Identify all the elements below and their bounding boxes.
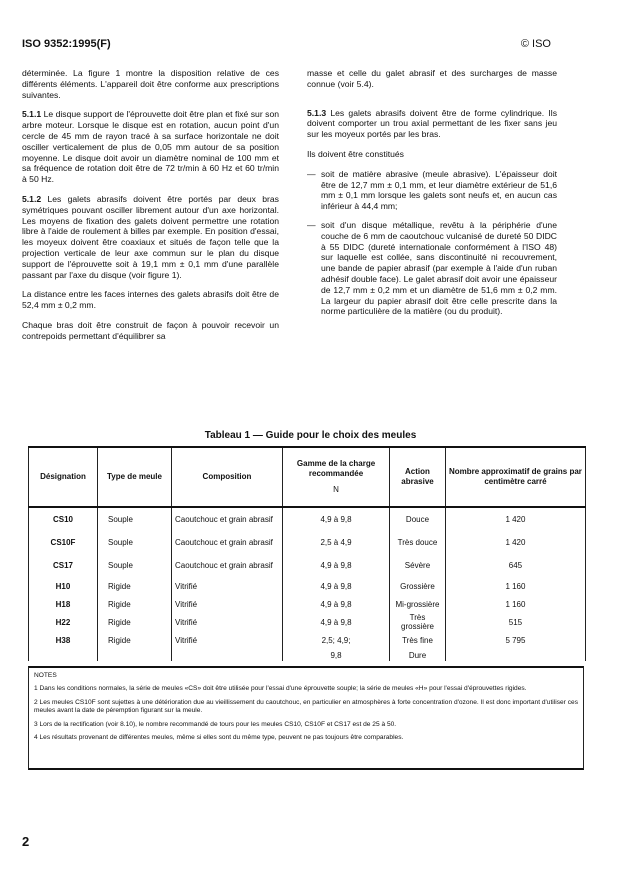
- continuation-paragraph: masse et celle du galet abrasif et des surcharges de masse connue (voir 5.4).: [307, 68, 557, 89]
- header-type: Type de meule: [98, 447, 172, 507]
- cell-load-range: 4,9 à 9,8: [283, 613, 390, 631]
- cell-type: Rigide: [98, 613, 172, 631]
- dash-item-text: soit de matière abrasive (meule abrasive). L'épaisseur doit être de 12,7 mm ± 0,1 mm, et leur diamètre extérieur de 51,6 mm ± 0,1 mm lorsque les galets sont neufs et, en aucun cas inférieur à 44,4 mm;: [321, 168, 557, 212]
- cell-load-range: 4,9 à 9,8: [283, 507, 390, 531]
- header-composition: Composition: [172, 447, 283, 507]
- cell-designation: CS10F: [29, 531, 98, 554]
- clause-text: Les galets abrasifs doivent être portés par deux bras symétriques pouvant osciller librement autour d'un axe horizontal. Les moyens de fixation des galets doivent permettre une rotation libre à l'aide de roulement à billes par exemple. En position d'essai, les moyeux doivent être coaxiaux et situés de façon telle que la projection verticale de leur axe commun sur le plan du disque support de l'éprouvette soit à 19,1 mm ± 0,1 mm d'une parallèle passant par l'axe du disque (voir figure 1).: [22, 193, 279, 280]
- cell-type: Rigide: [98, 577, 172, 595]
- cell-load-range: 9,8: [283, 649, 390, 661]
- clause-5-1-2: [22, 194, 279, 280]
- header-action: Action abrasive: [390, 447, 446, 507]
- left-column: [22, 68, 279, 351]
- cell-action: Très grossière: [390, 613, 446, 631]
- note-item: 2 Les meules CS10F sont sujettes à une détérioration due au vieillissement du caoutchouc, en particulier en atmosphères à forte concentration d'ozone. Il est donc important d'utiliser ces meules avant la date de péremption figurant sur la meule.: [34, 698, 578, 715]
- cell-load-range: 4,9 à 9,8: [283, 595, 390, 613]
- cell-grains: 645: [445, 554, 585, 577]
- constituted-paragraph: Ils doivent être constitués: [307, 148, 404, 159]
- cell-designation: H38: [29, 631, 98, 649]
- cell-designation: H10: [29, 577, 98, 595]
- cell-designation: H18: [29, 595, 98, 613]
- cell-action: Grossière: [390, 577, 446, 595]
- note-item: 1 Dans les conditions normales, la série de meules «CS» doit être utilisée pour l'essai d'une éprouvette souple; la série de meules «H» pour l'essai d'éprouvettes rigides.: [34, 685, 527, 693]
- grinding-wheel-table: [28, 446, 586, 661]
- table-row: [29, 631, 586, 649]
- notes-title: NOTES: [34, 672, 57, 679]
- cell-type: Souple: [98, 531, 172, 554]
- cell-designation: H22: [29, 613, 98, 631]
- dash-bullet: —: [307, 168, 316, 179]
- cell-composition: Caoutchouc et grain abrasif: [172, 507, 283, 531]
- cell-designation: CS10: [29, 507, 98, 531]
- table-notes: [28, 666, 584, 770]
- cell-grains: 1 160: [445, 577, 585, 595]
- cell-composition: Vitrifié: [172, 577, 283, 595]
- cell-action: Mi-grossière: [390, 595, 446, 613]
- cell-action: Sévère: [390, 554, 446, 577]
- cell-type: Rigide: [98, 595, 172, 613]
- arm-paragraph: Chaque bras doit être construit de façon à pouvoir recevoir un contrepoids permettant d'équilibrer sa: [22, 319, 279, 341]
- cell-load-range: 2,5 à 4,9: [283, 531, 390, 554]
- document-standard-id: ISO 9352:1995(F): [22, 38, 111, 50]
- table-row: [29, 577, 586, 595]
- cell-type: Rigide: [98, 631, 172, 649]
- note-item: 3 Lors de la rectification (voir 8.10), le nombre recommandé de tours pour les meules CS10, CS10F et CS17 est de 25 à 50.: [34, 720, 397, 728]
- distance-paragraph: La distance entre les faces internes des galets abrasifs doit être de 52,4 mm ± 0,2 mm.: [22, 289, 279, 311]
- copyright-mark: © ISO: [520, 38, 551, 50]
- clause-5-1-3: [307, 108, 557, 140]
- cell-grains: 515: [445, 613, 585, 631]
- header-designation: Désignation: [29, 447, 98, 507]
- table-row: [29, 531, 586, 554]
- dash-list-item: [307, 220, 557, 317]
- dash-item-text: soit d'un disque métallique, revêtu à la périphérie d'une couche de 6 mm de caoutchouc vulcanisé de dureté 50 DIDC à 55 DIDC (dureté internationale conformément à l'ISO 48) sur laquelle est collée, sans discontinuité ni recouvrement, une bande de papier abrasif (par exemple à l'aide d'un ruban adhésif double face). Le galet abrasif doit avoir une épaisseur de 12,7 mm ± 0,2 mm et un diamètre de 51,6 mm ± 0,2 mm. La largeur du papier abrasif doit être celle prescrite dans la norme particulière de la matière (ou du produit).: [321, 219, 557, 317]
- cell-grains: 5 795: [445, 631, 585, 649]
- cell-action: Très douce: [390, 531, 446, 554]
- clause-number: 5.1.1: [22, 109, 42, 120]
- cell-load-range: 4,9 à 9,8: [283, 577, 390, 595]
- table-row: [29, 613, 586, 631]
- header-load-range: [283, 447, 390, 507]
- cell-type: Souple: [98, 507, 172, 531]
- header-load-range-label: Gamme de la charge recommandée: [296, 459, 376, 478]
- cell-composition: Caoutchouc et grain abrasif: [172, 554, 283, 577]
- note-item: 4 Les résultats provenant de différentes meules, même si elles sont du même type, peuvent ne pas toujours être comparables.: [34, 734, 404, 742]
- table-title: Tableau 1 — Guide pour le choix des meules: [204, 430, 417, 441]
- cell-action: Dure: [390, 649, 446, 661]
- clause-number: 5.1.2: [22, 193, 42, 204]
- cell-grains: 1 160: [445, 595, 585, 613]
- header-load-range-unit: N: [333, 485, 339, 494]
- table-row-continuation: [29, 649, 586, 661]
- cell-action: Très fine: [390, 631, 446, 649]
- right-column: [307, 68, 557, 325]
- clause-5-1-1: [22, 109, 279, 185]
- cell-action: Douce: [390, 507, 446, 531]
- cell-composition: Vitrifié: [172, 631, 283, 649]
- cell-composition: Caoutchouc et grain abrasif: [172, 531, 283, 554]
- cell-load-range: 4,9 à 9,8: [283, 554, 390, 577]
- dash-bullet: —: [307, 219, 316, 230]
- cell-load-range: 2,5; 4,9;: [283, 631, 390, 649]
- cell-grains: 1 420: [445, 531, 585, 554]
- table-row: [29, 595, 586, 613]
- cell-grains: 1 420: [445, 507, 585, 531]
- page-number: 2: [22, 834, 30, 849]
- dash-list-item: [307, 169, 557, 212]
- clause-text: Le disque support de l'éprouvette doit être plan et fixé sur son arbre moteur. Lorsque le disque est en rotation, aucun point d'un cercle de 45 mm de rayon tracé à sa surface horizontale ne doit osciller verticalement de plus de 0,05 mm autour de sa position moyenne. Le disque doit avoir un diamètre nominal de 100 mm et sa fréquence de rotation doit être de 72 tr/min à 60 Hz et 60 tr/min à 50 Hz.: [22, 109, 279, 185]
- clause-number: 5.1.3: [307, 107, 327, 118]
- cell-designation: CS17: [29, 554, 98, 577]
- cell-type: Souple: [98, 554, 172, 577]
- cell-composition: Vitrifié: [172, 613, 283, 631]
- header-grains: Nombre approximatif de grains par centimètre carré: [445, 447, 585, 507]
- table-row: [29, 554, 586, 577]
- table-row: [29, 507, 586, 531]
- intro-paragraph: déterminée. La figure 1 montre la disposition relative de ces différents éléments. L'appareil doit être conforme aux prescriptions suivantes.: [22, 68, 279, 100]
- cell-composition: Vitrifié: [172, 595, 283, 613]
- clause-text: Les galets abrasifs doivent être de forme cylindrique. Ils doivent comporter un trou axial permettant de les fixer sans jeu sur les moyeux portés par les bras.: [307, 107, 558, 140]
